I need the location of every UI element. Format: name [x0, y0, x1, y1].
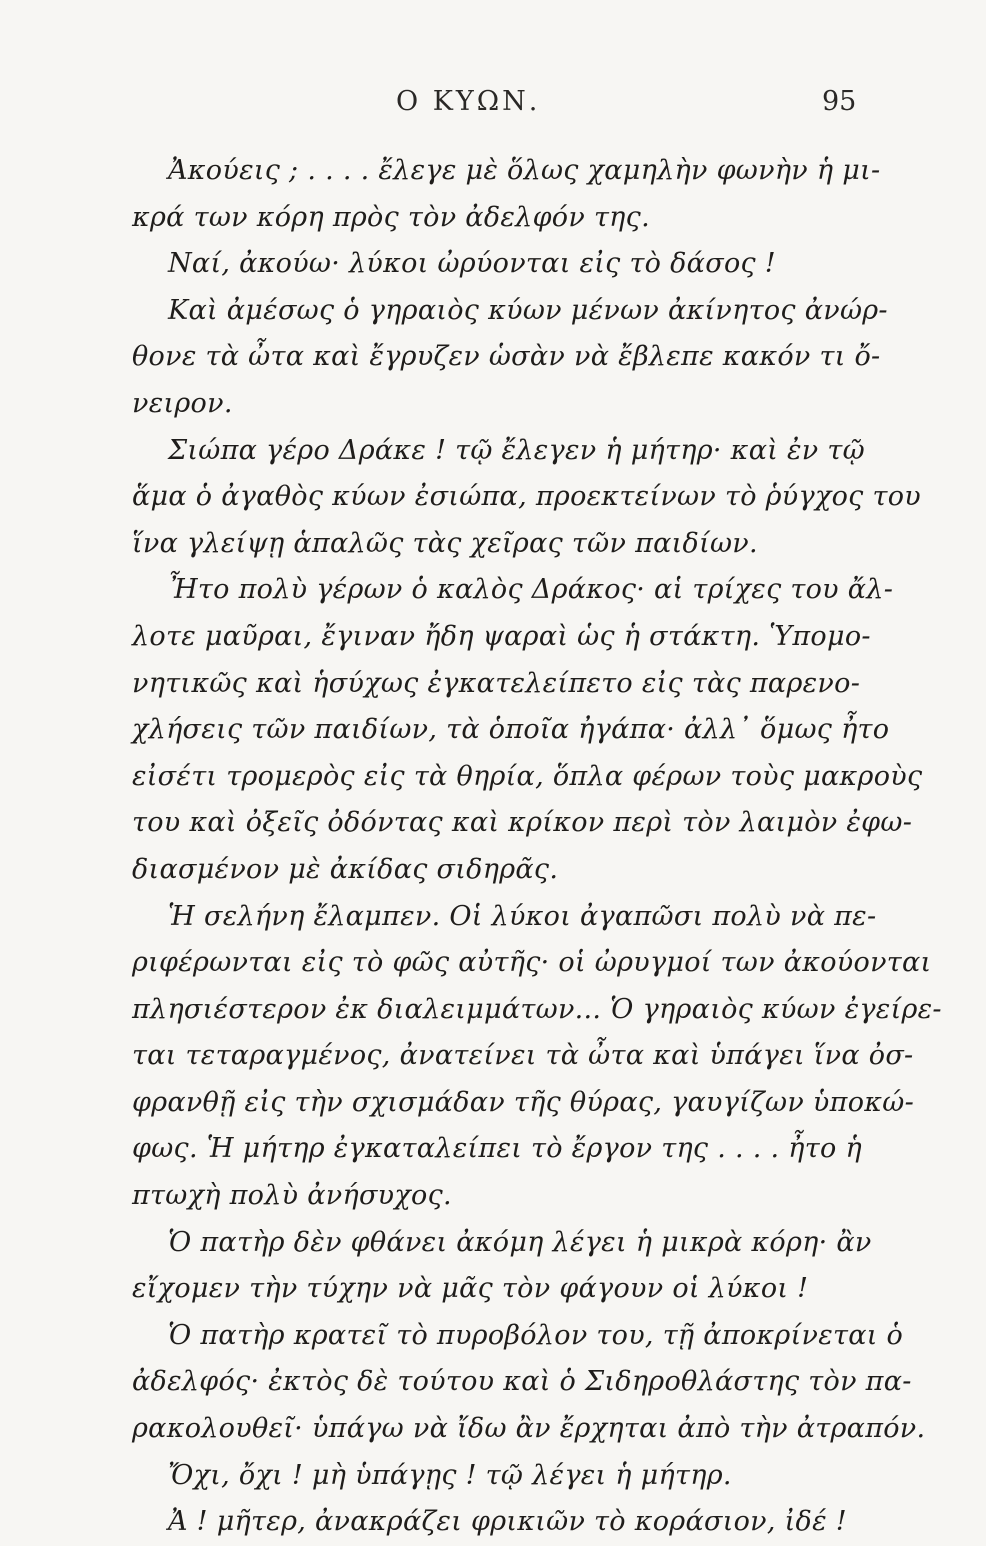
text-line: του καὶ ὀξεῖς ὀδόντας καὶ κρίκον περὶ τὸν λαιμὸν ἐφω-	[132, 807, 913, 839]
text-line: Ἀ ! μῆτερ, ἀνακράζει φρικιῶν τὸ κοράσιον, ἰδέ !	[168, 1506, 847, 1538]
text-line: εἰσέτι τρομερὸς εἰς τὰ θηρία, ὅπλα φέρων τοὺς μακροὺς	[132, 760, 923, 792]
text-line: Ὄχι, ὄχι ! μὴ ὑπάγῃς ! τῷ λέγει ἡ μήτηρ.	[168, 1459, 732, 1491]
text-line: φως. Ἡ μήτηρ ἐγκαταλείπει τὸ ἔργον της . . . . ἦτο ἡ	[132, 1133, 862, 1165]
text-line: Ὁ πατὴρ κρατεῖ τὸ πυροβόλον του, τῇ ἀποκρίνεται ὁ	[168, 1319, 904, 1351]
text-line: ται τεταραγμένος, ἀνατείνει τὰ ὦτα καὶ ὑπάγει ἵνα ὀσ-	[132, 1040, 914, 1072]
text-line: ρακολουθεῖ· ὑπάγω νὰ ἴδω ἂν ἔρχηται ἀπὸ τὴν ἀτραπόν.	[132, 1413, 926, 1445]
text-line: Καὶ ἀμέσως ὁ γηραιὸς κύων μένων ἀκίνητος ἀνώρ-	[168, 294, 888, 326]
text-line: διασμένον μὲ ἀκίδας σιδηρᾶς.	[132, 853, 559, 885]
text-line: Ἀκούεις ; . . . . ἔλεγε μὲ ὅλως χαμηλὴν φωνὴν ἡ μι-	[168, 155, 881, 186]
running-head	[0, 86, 986, 126]
text-line: φρανθῇ εἰς τὴν σχισμάδαν τῆς θύρας, γαυγίζων ὑποκώ-	[132, 1086, 914, 1118]
text-line: λοτε μαῦραι, ἔγιναν ἤδη ψαραὶ ὡς ἡ στάκτη. Ὑπομο-	[132, 620, 871, 652]
body-text	[132, 148, 942, 1546]
page-title: Ο ΚΥΩΝ.	[396, 86, 541, 117]
text-line: Ὁ πατὴρ δὲν φθάνει ἀκόμη λέγει ἡ μικρὰ κόρη· ἂν	[168, 1226, 872, 1258]
text-line: χλήσεις τῶν παιδίων, τὰ ὁποῖα ἠγάπα· ἀλλ᾽ ὅμως ἦτο	[132, 714, 890, 746]
text-line: Ἦτο πολὺ γέρων ὁ καλὸς Δράκος· αἱ τρίχες του ἄλ-	[168, 574, 894, 606]
text-line: νητικῶς καὶ ἡσύχως ἐγκατελείπετο εἰς τὰς παρενο-	[132, 667, 861, 699]
text-line: ριφέρωνται εἰς τὸ φῶς αὐτῆς· οἱ ὠρυγμοί των ἀκούονται	[132, 947, 932, 979]
text-line: Ναί, ἀκούω· λύκοι ὠρύονται εἰς τὸ δάσος !	[168, 248, 776, 280]
page-number: 95	[822, 86, 857, 117]
text-line: Σιώπα γέρο Δράκε ! τῷ ἔλεγεν ἡ μήτηρ· καὶ ἐν τῷ	[168, 434, 865, 466]
text-line: κρά των κόρη πρὸς τὸν ἀδελφόν της.	[132, 201, 650, 233]
text-line: πλησιέστερον ἐκ διαλειμμάτων... Ὁ γηραιὸς κύων ἐγείρε-	[132, 993, 942, 1025]
text-line: πτωχὴ πολὺ ἀνήσυχος.	[132, 1180, 452, 1212]
text-line: νειρον.	[132, 387, 233, 419]
text-line: ἅμα ὁ ἀγαθὸς κύων ἐσιώπα, προεκτείνων τὸ ῥύγχος του	[132, 481, 921, 513]
text-line: Ἡ σελήνη ἔλαμπεν. Οἱ λύκοι ἀγαπῶσι πολὺ νὰ πε-	[168, 900, 877, 932]
text-line: εἴχομεν τὴν τύχην νὰ μᾶς τὸν φάγουν οἱ λύκοι !	[132, 1273, 809, 1305]
text-line: ἀδελφός· ἐκτὸς δὲ τούτου καὶ ὁ Σιδηροθλάστης τὸν πα-	[132, 1366, 912, 1398]
text-line: θονε τὰ ὦτα καὶ ἔγρυζεν ὡσὰν νὰ ἔβλεπε κακόν τι ὄ-	[132, 341, 881, 373]
text-line: ἵνα γλείψῃ ἁπαλῶς τὰς χεῖρας τῶν παιδίων.	[132, 527, 758, 559]
